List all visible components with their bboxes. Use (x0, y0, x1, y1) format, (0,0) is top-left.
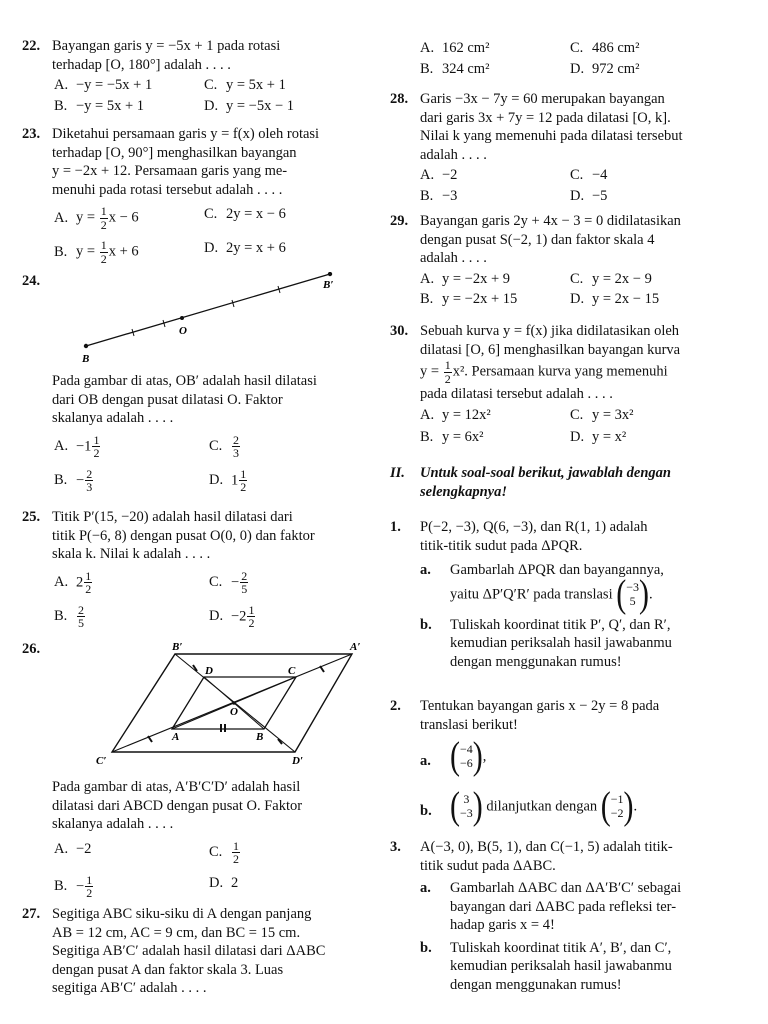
question-text: titik P(−6, 8) dengan pusat O(0, 0) dan faktor (52, 527, 315, 544)
question-text: Bayangan garis 2y + 4x − 3 = 0 didilatasikan (420, 213, 681, 229)
question-text: adalah . . . . (420, 146, 487, 163)
option-d[interactable]: D. y = x² (570, 429, 627, 446)
question-22 (22, 37, 372, 115)
option-a[interactable]: A. 162 cm² (420, 40, 490, 56)
question-30 (390, 322, 750, 447)
question-number: 25. (22, 509, 41, 525)
section-title: selengkapnya! (420, 483, 507, 500)
question-number: 24. (22, 273, 41, 289)
question-number: 2. (390, 698, 401, 714)
question-text: dengan pusat S(−2, 1) dan faktor skala 4 (420, 231, 655, 248)
translation-vector: ( −1 −2 ) (600, 784, 634, 828)
question-text: dari garis 3x + 7y = 12 pada dilatasi [O, k]. (420, 109, 671, 126)
essay-3-part-a (420, 879, 750, 935)
option-b[interactable]: B. $\frac{2}{5}$ (54, 602, 84, 631)
question-number: 30. (390, 323, 409, 339)
question-text: dengan pusat A dan faktor skala 3. Luas (52, 961, 284, 978)
question-number: 28. (390, 91, 409, 107)
question-text: dengan menggunakan rumus! (450, 653, 622, 670)
option-b[interactable]: B. 324 cm² (420, 60, 490, 77)
essay-1-part-a (420, 561, 750, 616)
parallelogram-dilation-figure (80, 640, 370, 775)
label-o: O (179, 325, 187, 337)
point-b-prime (328, 272, 332, 276)
option-c[interactable]: C. 486 cm² (570, 40, 640, 56)
label-a: A (172, 731, 180, 743)
question-text: kemudian periksalah hasil jawabanmu (450, 635, 672, 652)
section-heading (390, 464, 750, 501)
option-c[interactable]: C. 2y = x − 6 (204, 206, 286, 223)
option-b[interactable]: B. y = −2x + 15 (420, 291, 518, 308)
option-a[interactable]: A. y = −2x + 9 (420, 270, 511, 287)
part-label: a. (420, 562, 431, 579)
question-text: Segitiga ABC siku-siku di A dengan panjang (52, 906, 312, 922)
point-b (84, 344, 88, 348)
essay-3-part-b (420, 939, 750, 995)
question-text: Nilai k yang memenuhi pada dilatasi tersebut (420, 128, 683, 145)
question-text: Segitiga AB′C′ adalah hasil dilatasi dari ΔABC (52, 943, 326, 960)
essay-1 (390, 518, 750, 671)
question-text: dilatasi dari ABCD dengan pusat O. Faktor (52, 797, 303, 814)
question-number: 22. (22, 38, 41, 54)
question-text: yaitu ΔP′Q′R′ pada translasi ( −3 5 ) . (450, 572, 653, 616)
question-text: hadap garis x = 4! (450, 917, 555, 934)
option-d[interactable]: D. 1 $\frac{1}{2}$ (209, 466, 247, 495)
point-o (232, 701, 236, 705)
section-title: Untuk soal-soal berikut, jawablah dengan (420, 465, 671, 481)
label-o: O (230, 706, 238, 718)
option-b[interactable]: B. −y = 5x + 1 (54, 97, 145, 114)
question-text: dari OB dengan pusat dilatasi O. Faktor (52, 391, 283, 408)
part-label: a. (420, 753, 431, 770)
option-d[interactable]: D. 2y = x + 6 (204, 240, 286, 257)
question-text: y = $\frac{1}{2}$ x². Persamaan kurva yang memenuhi (420, 358, 668, 386)
option-a[interactable]: A. y = 12x² (420, 406, 491, 423)
option-c[interactable]: C. y = 3x² (570, 406, 634, 423)
option-a[interactable]: A. 2 $\frac{1}{2}$ (54, 568, 92, 597)
question-text: translasi berikut! (420, 716, 518, 733)
option-b[interactable]: B. −3 (420, 187, 458, 204)
option-c[interactable]: C. $\frac{1}{2}$ (209, 838, 239, 867)
question-text: titik-titik sudut pada ΔPQR. (420, 537, 583, 554)
part-label: b. (420, 803, 432, 820)
option-c[interactable]: C. $\frac{2}{3}$ (209, 432, 239, 461)
question-text: bayangan dari ΔABC pada refleksi ter- (450, 898, 677, 915)
question-text: menuhi pada rotasi tersebut adalah . . . . (52, 181, 283, 198)
label-b: B (82, 353, 90, 365)
question-text: dilatasi [O, 6] menghasilkan bayangan kurva (420, 341, 681, 358)
essay-2-part-b: b. ( 3 −3 ) dilanjutkan dengan ( −1 −2 ) . (420, 784, 638, 828)
option-c[interactable]: C. y = 2x − 9 (570, 270, 652, 287)
question-text: Diketahui persamaan garis y = f(x) oleh rotasi (52, 126, 320, 142)
label-d: D (205, 665, 213, 677)
label-a-prime: A′ (350, 641, 361, 653)
question-number: 1. (390, 519, 401, 535)
option-a[interactable]: A. y = $\frac{1}{2}$ x − 6 (54, 204, 139, 232)
essay-2-part-a: a. ( −4 −6 ) , (420, 734, 487, 778)
option-d[interactable]: D. y = −5x − 1 (204, 97, 295, 114)
question-text: skalanya adalah . . . . (52, 410, 174, 427)
question-text: skala k. Nilai k adalah . . . . (52, 546, 211, 563)
question-text: Pada gambar di atas, A′B′C′D′ adalah hasil (52, 779, 301, 795)
option-d[interactable]: D. y = 2x − 15 (570, 291, 660, 308)
question-text: Bayangan garis y = −5x + 1 pada rotasi (52, 38, 281, 54)
question-text: dengan menggunakan rumus! (450, 976, 622, 993)
label-b-prime: B′ (172, 641, 183, 653)
question-number: 3. (390, 839, 401, 855)
question-text: Tuliskah koordinat titik P′, Q′, dan R′, (450, 616, 671, 633)
label-d-prime: D′ (292, 755, 304, 767)
question-text: Titik P′(15, −20) adalah hasil dilatasi dari (52, 509, 293, 525)
question-26 (22, 640, 372, 900)
part-label: a. (420, 880, 431, 897)
option-a[interactable]: A. −1 $\frac{1}{2}$ (54, 432, 100, 461)
question-text: pada dilatasi tersebut adalah . . . . (420, 386, 613, 403)
question-text: adalah . . . . (420, 250, 487, 267)
question-27 (22, 905, 372, 998)
part-label: b. (420, 939, 432, 956)
option-c[interactable]: C. − $\frac{2}{5}$ (209, 568, 248, 597)
option-d[interactable]: D. 972 cm² (570, 60, 640, 77)
section-number: II. (390, 465, 405, 481)
option-c[interactable]: C. y = 5x + 1 (204, 77, 286, 94)
question-number: 23. (22, 126, 41, 142)
translation-vector: ( −4 −6 ) (450, 734, 483, 778)
question-text: Tentukan bayangan garis x − 2y = 8 pada (420, 698, 660, 714)
question-text: dilanjutkan dengan (486, 798, 598, 815)
question-text: y = −2x + 12. Persamaan garis yang me- (52, 163, 288, 180)
question-text: titik sudut pada ΔABC. (420, 857, 556, 874)
essay-3 (390, 838, 750, 994)
question-27-options (390, 37, 750, 78)
option-b[interactable]: B. y = $\frac{1}{2}$ x + 6 (54, 238, 139, 266)
question-text: P(−2, −3), Q(6, −3), dan R(1, 1) adalah (420, 519, 648, 535)
question-23 (22, 125, 372, 266)
question-number: 26. (22, 641, 41, 657)
question-text: segitiga AB′C′ adalah . . . . (52, 980, 207, 997)
option-d[interactable]: D. −2 $\frac{1}{2}$ (209, 602, 255, 631)
option-a[interactable]: A. −2 (420, 167, 458, 184)
question-text: Pada gambar di atas, OB′ adalah hasil dilatasi (52, 373, 317, 389)
question-text: terhadap [O, 180°] adalah . . . . (52, 56, 231, 73)
question-text: Sebuah kurva y = f(x) jika didilatasikan oleh (420, 323, 680, 339)
question-text: terhadap [O, 90°] menghasilkan bayangan (52, 144, 297, 161)
part-label: b. (420, 616, 432, 633)
question-text: kemudian periksalah hasil jawabanmu (450, 958, 672, 975)
option-a[interactable]: A. −2 (54, 840, 92, 857)
question-text: A(−3, 0), B(5, 1), dan C(−1, 5) adalah titik- (420, 839, 673, 855)
label-c: C (288, 665, 296, 677)
question-text: Garis −3x − 7y = 60 merupakan bayangan (420, 91, 665, 107)
tick-mark (320, 666, 324, 672)
question-28 (390, 90, 750, 205)
label-b-prime: B′ (323, 279, 334, 291)
option-a[interactable]: A. −y = −5x + 1 (54, 77, 153, 94)
dilation-line-figure (72, 272, 372, 367)
option-b[interactable]: B. − $\frac{2}{3}$ (54, 466, 93, 495)
question-text: Gambarlah ΔPQR dan bayangannya, (450, 562, 664, 579)
label-c-prime: C′ (96, 755, 107, 767)
option-b[interactable]: B. y = 6x² (420, 429, 484, 446)
question-29 (390, 212, 750, 309)
question-number: 29. (390, 213, 409, 229)
question-text: AB = 12 cm, AC = 9 cm, dan BC = 15 cm. (52, 924, 301, 941)
question-25 (22, 508, 372, 630)
question-number: 27. (22, 906, 41, 922)
option-d[interactable]: D. −5 (570, 187, 608, 204)
question-text: skalanya adalah . . . . (52, 816, 174, 833)
translation-vector: ( 3 −3 ) (450, 784, 483, 828)
point-o (180, 316, 184, 320)
essay-2 (390, 697, 750, 836)
line-bb (86, 274, 330, 346)
question-24 (22, 272, 372, 494)
question-text: Gambarlah ΔABC dan ΔA′B′C′ sebagai (450, 880, 682, 897)
option-b[interactable]: B. − $\frac{1}{2}$ (54, 872, 93, 901)
label-b: B (256, 731, 264, 743)
translation-vector: ( −3 5 ) (616, 572, 650, 616)
option-d[interactable]: D. 2 (209, 874, 239, 891)
essay-1-part-b (420, 616, 750, 672)
question-text: Tuliskah koordinat titik A′, B′, dan C′, (450, 939, 672, 956)
option-c[interactable]: C. −4 (570, 167, 608, 184)
